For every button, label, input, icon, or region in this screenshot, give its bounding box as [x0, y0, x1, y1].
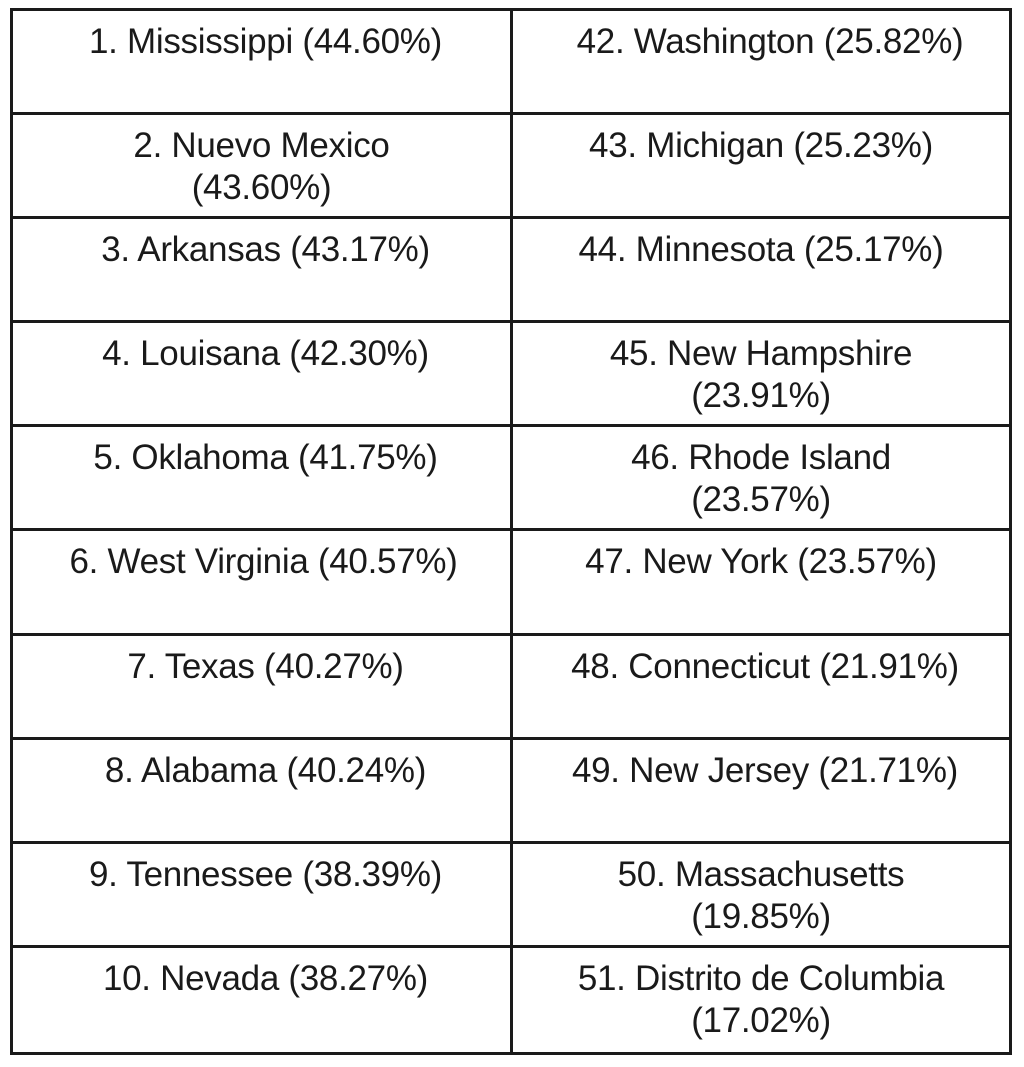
table-cell-right [513, 844, 1009, 948]
cell-text: 10. Nevada (38.27%) [102, 958, 429, 998]
cell-text: 43. Michigan (25.23%) [589, 126, 933, 166]
table-cell-right [513, 636, 1009, 740]
table-cell-right [513, 427, 1009, 531]
cell-text: 7. Texas (40.27%) [127, 646, 404, 686]
cell-text: 42. Washington (25.82%) [576, 22, 964, 61]
cell-text: 49. New Jersey (21.71%) [571, 750, 959, 790]
table-cell-left [13, 115, 513, 219]
table-cell-left [13, 636, 513, 740]
cell-text: 5. Oklahoma (41.75%) [93, 438, 438, 478]
table-cell-right [513, 740, 1009, 844]
table-cell-right [513, 323, 1009, 427]
table-cell-left [13, 740, 513, 844]
cell-text: 8. Alabama (40.24%) [104, 750, 427, 790]
table-cell-left [13, 948, 513, 1052]
cell-text: 2. Nuevo Mexico (43.60%) [133, 126, 390, 208]
cell-text: 45. New Hampshire (23.91%) [609, 334, 913, 416]
cell-text: 44. Minnesota (25.17%) [578, 230, 944, 270]
table-cell-left [13, 11, 513, 115]
table-cell-left [13, 427, 513, 531]
table-cell-right [513, 948, 1009, 1052]
table-cell-left [13, 844, 513, 948]
cell-text: 9. Tennessee (38.39%) [88, 854, 442, 894]
table-cell-left [13, 219, 513, 323]
table-cell-left [13, 323, 513, 427]
ranking-table [10, 8, 1012, 1055]
table-cell-left [13, 531, 513, 635]
table-cell-right [513, 115, 1009, 219]
table-cell-right [513, 11, 1009, 115]
cell-text: 47. New York (23.57%) [585, 542, 937, 582]
cell-text: 46. Rhode Island (23.57%) [631, 438, 891, 520]
cell-text: 50. Massachusetts (19.85%) [617, 854, 905, 936]
table-cell-right [513, 219, 1009, 323]
table-cell-right [513, 531, 1009, 635]
cell-text: 51. Distrito de Columbia (17.02%) [577, 958, 945, 1040]
cell-text: 4. Louisana (42.30%) [102, 334, 429, 374]
cell-text: 3. Arkansas (43.17%) [101, 230, 430, 270]
cell-text: 1. Mississippi (44.60%) [89, 22, 442, 61]
cell-text: 6. West Virginia (40.57%) [69, 542, 458, 582]
cell-text: 48. Connecticut (21.91%) [571, 646, 959, 686]
